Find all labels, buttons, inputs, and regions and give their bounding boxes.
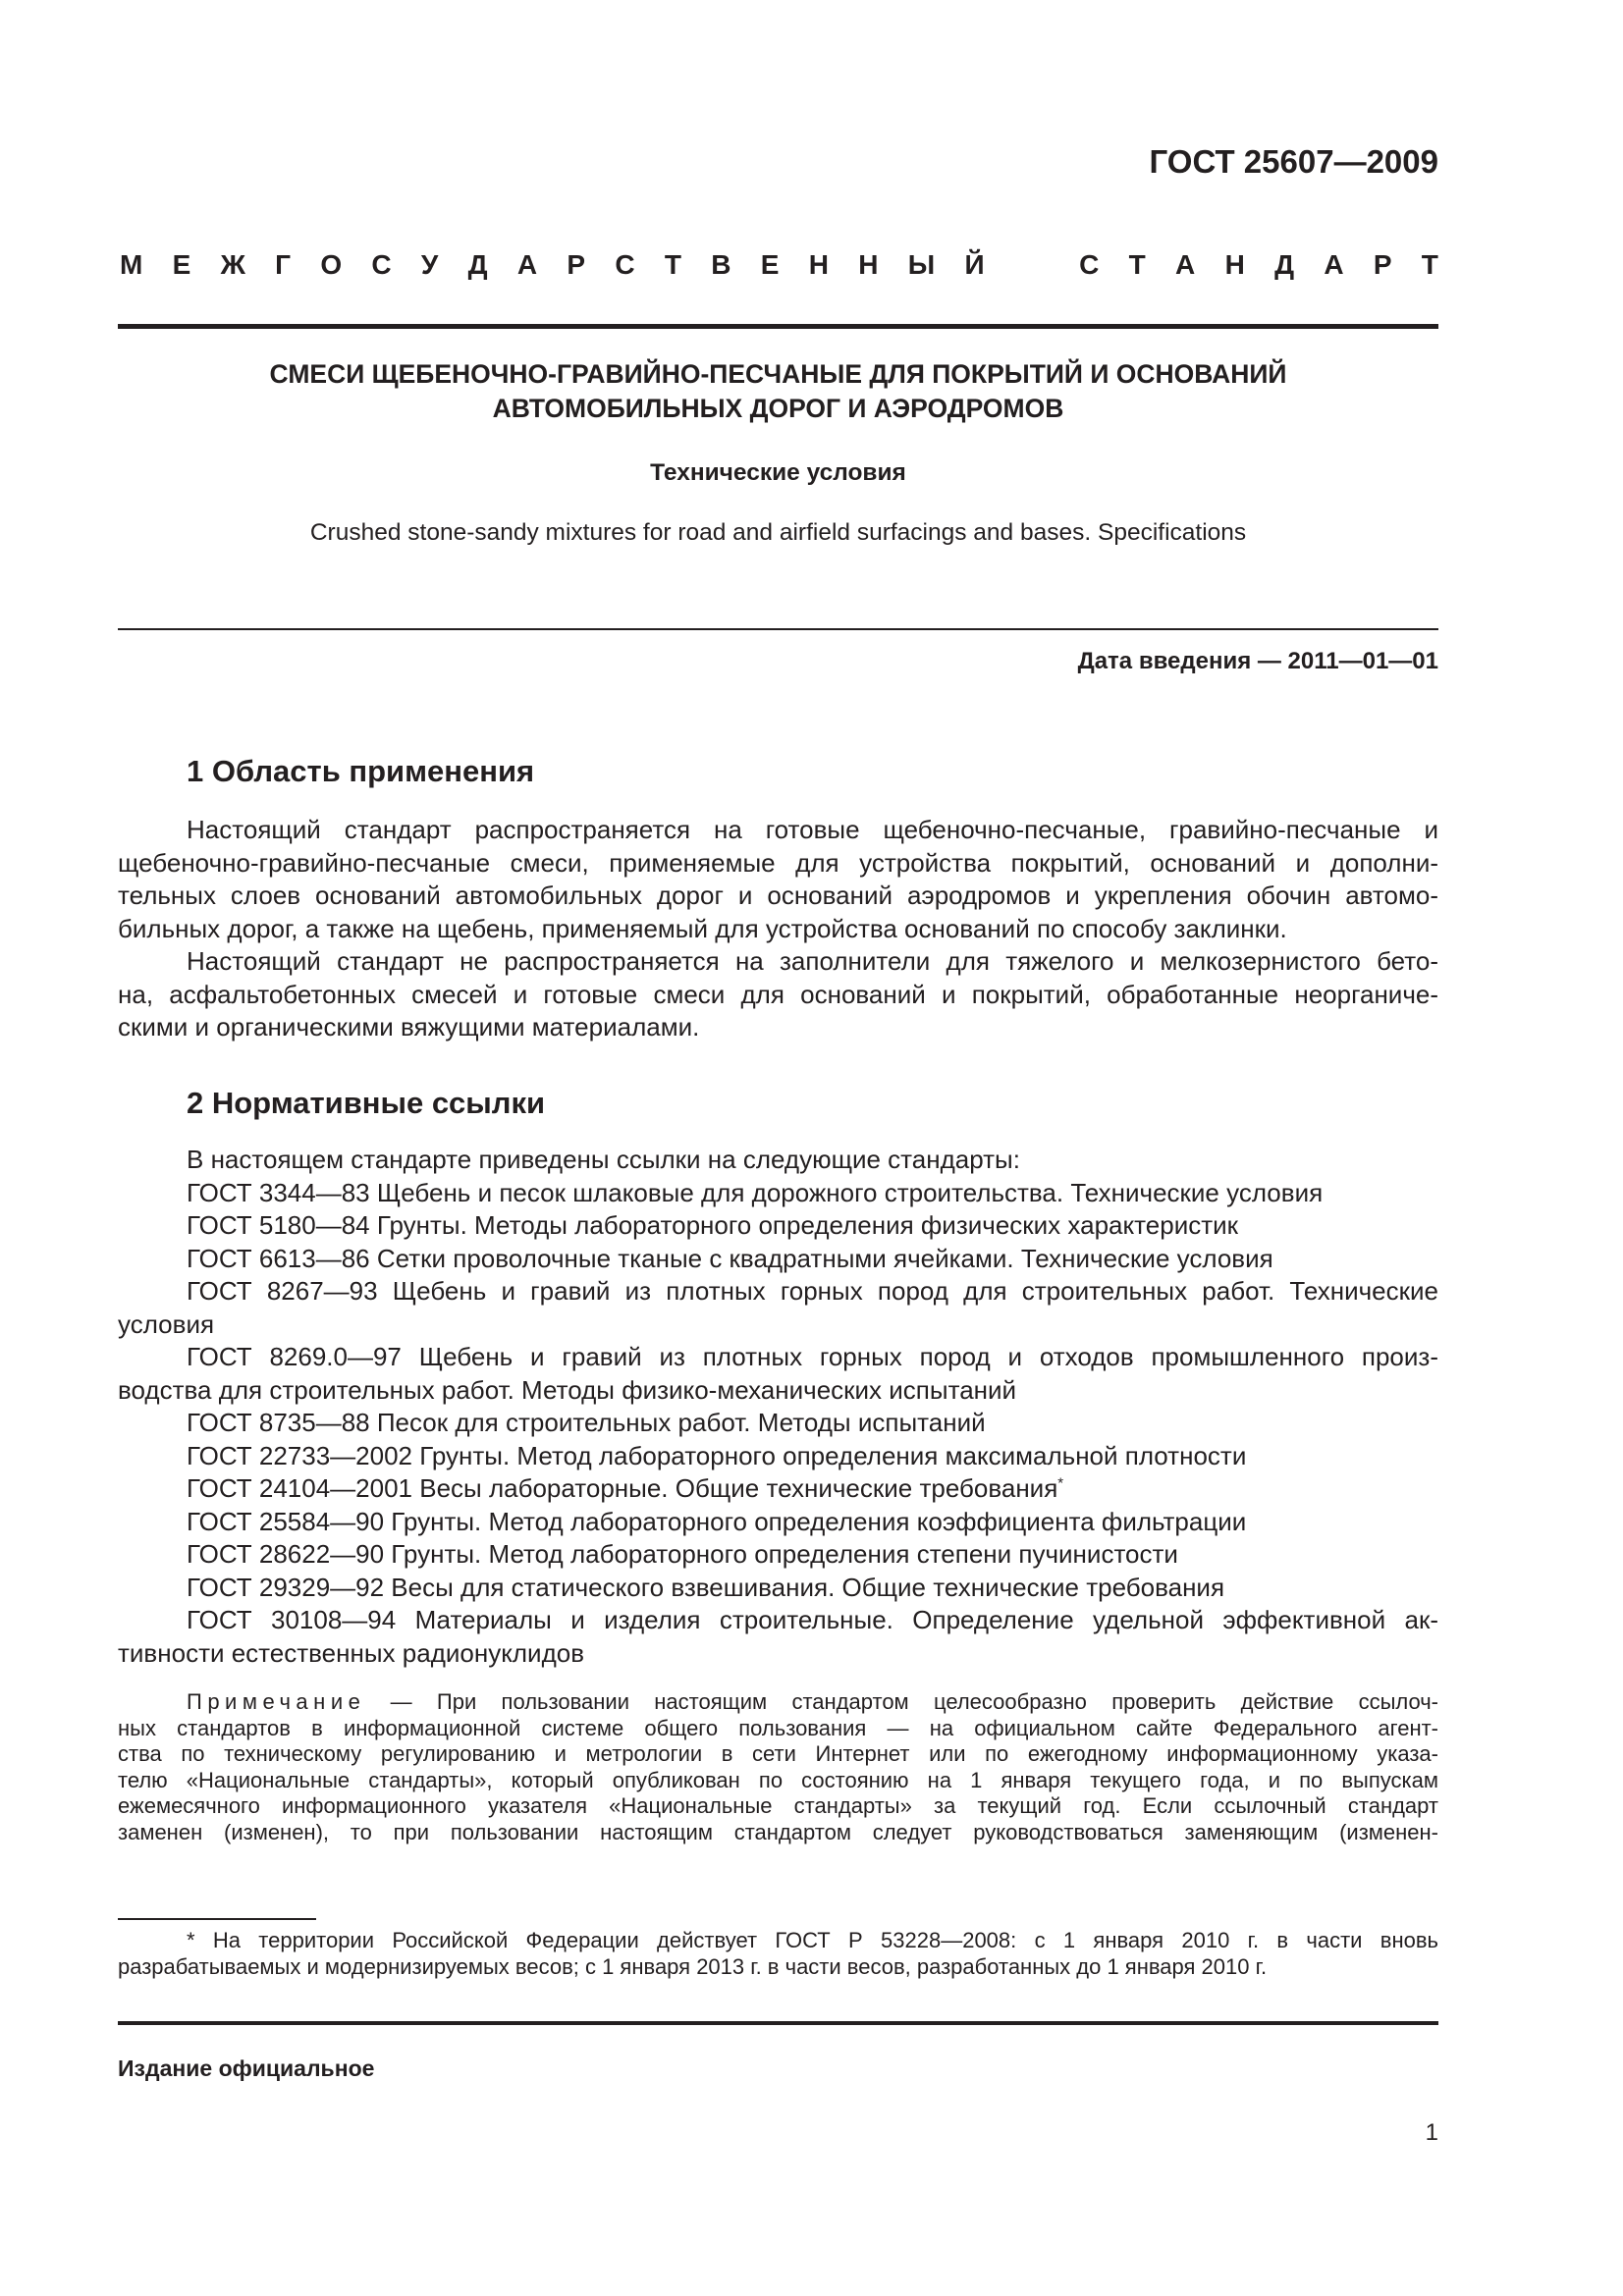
footnote-marker: * (1057, 1474, 1064, 1492)
section-1-body (118, 814, 1438, 1044)
section-1-p1-line: щебеночно-гравийно-песчаные смеси, применяемые для устройства покрытий, оснований и дополни- (118, 847, 1438, 878)
header-letter: Т (1421, 249, 1438, 280)
header-letter: Г (275, 249, 292, 280)
gost-number: ГОСТ 25607—2009 (1149, 143, 1438, 180)
references-intro: В настоящем стандарте приведены ссылки на следующие стандарты: (187, 1145, 1020, 1174)
reference-text: ГОСТ 5180—84 Грунты. Методы лабораторного определения физических характеристик (187, 1210, 1239, 1240)
note-line: ежемесячного информационного указателя «Национальные стандарты» за текущий год. Если ссылочный стандарт (118, 1793, 1438, 1818)
note-line: телю «Национальные стандарты», который опубликован по состоянию на 1 января текущего года, и по выпускам (118, 1767, 1438, 1792)
reference-item-line (118, 1637, 1438, 1671)
header-letter: Е (172, 249, 191, 280)
reference-text: ГОСТ 28622—90 Грунты. Метод лабораторного определения степени пучинистости (187, 1539, 1178, 1569)
section-1-heading: 1 Область применения (187, 754, 535, 788)
reference-text: водства для строительных работ. Методы физико-механических испытаний (118, 1374, 1017, 1405)
footnote-line: * На территории Российской Федерации действует ГОСТ Р 53228—2008: с 1 января 2010 г. в части вновь (187, 1928, 1438, 1952)
references-list (118, 1144, 1438, 1670)
title-bottom-rule (118, 628, 1438, 630)
footnote (118, 1927, 1438, 1980)
note-line: ных стандартов в информационной системе общего пользования — на официальном сайте Федерального агент- (118, 1715, 1438, 1740)
header-letter: А (1324, 249, 1344, 280)
reference-text: ГОСТ 30108—94 Материалы и изделия строительные. Определение удельной эффективной ак- (187, 1605, 1438, 1634)
edition-label: Издание официальное (118, 2056, 375, 2081)
intro-date: Дата введения — 2011—01—01 (1077, 648, 1438, 674)
note (118, 1689, 1438, 1845)
reference-text: ГОСТ 6613—86 Сетки проволочные тканые с квадратными ячейками. Технические условия (187, 1243, 1273, 1273)
header-letter: С (1079, 249, 1100, 280)
section-1-p1-line: тельных слоев оснований автомобильных дорог и оснований аэродромов и укрепления обочин автомо- (118, 881, 1438, 910)
reference-text: ГОСТ 8267—93 Щебень и гравий из плотных горных пород для строительных работ. Технические (187, 1276, 1438, 1306)
header-letter: Е (760, 249, 780, 280)
footer-rule (118, 2021, 1438, 2025)
section-2-heading: 2 Нормативные ссылки (187, 1086, 546, 1120)
reference-item-line (118, 1538, 1438, 1572)
document-subtitle: Технические условия (650, 459, 906, 486)
section-1-p1-line: бильных дорог, а также на щебень, применяемый для устройства оснований по способу заклинки. (118, 913, 1287, 943)
reference-item-line (118, 1572, 1438, 1605)
header-letter: Т (1128, 249, 1146, 280)
header-letter: Ж (220, 249, 245, 280)
reference-text: ГОСТ 8735—88 Песок для строительных работ. Методы испытаний (187, 1408, 986, 1437)
note-text: — При пользовании настоящим стандартом целесообразно проверить действие ссылоч- (365, 1689, 1438, 1714)
reference-text: тивности естественных радионуклидов (118, 1637, 585, 1668)
header-letter: У (420, 249, 439, 280)
reference-item-line (118, 1177, 1438, 1210)
header-letter: Н (858, 249, 879, 280)
reference-item-line (118, 1407, 1438, 1440)
reference-text: ГОСТ 3344—83 Щебень и песок шлаковые для дорожного строительства. Технические условия (187, 1177, 1324, 1207)
note-label: Примечание (187, 1689, 366, 1714)
english-title: Crushed stone-sandy mixtures for road and airfield surfacings and bases. Specifications (309, 519, 1247, 546)
reference-text: ГОСТ 25584—90 Грунты. Метод лабораторного определения коэффициента фильтрации (187, 1506, 1247, 1536)
reference-text: ГОСТ 22733—2002 Грунты. Метод лабораторного определения максимальной плотности (187, 1440, 1247, 1470)
reference-text: условия (118, 1308, 215, 1339)
section-1-p2-line: Настоящий стандарт не распространяется на заполнители для тяжелого и мелкозернистого бето- (187, 946, 1438, 976)
header-letter: М (120, 249, 143, 280)
note-line: заменен (изменен), то при пользовании настоящим стандартом следует руководствоваться заменяющим (изменен- (118, 1819, 1438, 1844)
reference-item-line (118, 1209, 1438, 1243)
note-line (118, 1689, 1438, 1716)
reference-item-line (118, 1374, 1438, 1408)
header-letter: В (711, 249, 731, 280)
header-letter: О (320, 249, 343, 280)
header-letter: С (615, 249, 635, 280)
header-letter: А (516, 249, 538, 280)
title-line-1: СМЕСИ ЩЕБЕНОЧНО-ГРАВИЙНО-ПЕСЧАНЫЕ ДЛЯ ПОКРЫТИЙ И ОСНОВАНИЙ (269, 359, 1287, 389)
reference-item-line (118, 1341, 1438, 1374)
header-letter: С (371, 249, 392, 280)
reference-item-line (118, 1440, 1438, 1473)
title-top-rule (118, 324, 1438, 329)
header-letter: Ы (907, 249, 936, 280)
header-letter: Д (1274, 249, 1295, 280)
footnote-line: разрабатываемых и модернизируемых весов; с 1 января 2013 г. в части весов, разработанных до 1 января 2010 г. (118, 1954, 1268, 1979)
header-letter: Р (567, 249, 586, 280)
letter-gap (1014, 247, 1050, 283)
document-title (118, 357, 1438, 426)
reference-text: ГОСТ 8269.0—97 Щебень и гравий из плотных горных пород и отходов промышленного произ- (187, 1342, 1438, 1371)
reference-item-line (118, 1506, 1438, 1539)
page-number: 1 (1425, 2119, 1438, 2146)
header-letter: Д (467, 249, 488, 280)
reference-item-line (118, 1243, 1438, 1276)
footnote-rule (118, 1918, 316, 1920)
reference-item-line (118, 1308, 1438, 1342)
header-letter: Н (1224, 249, 1245, 280)
section-1-p1-line: Настоящий стандарт распространяется на готовые щебеночно-песчаные, гравийно-песчаные и (187, 815, 1438, 844)
title-line-2: АВТОМОБИЛЬНЫХ ДОРОГ И АЭРОДРОМОВ (492, 394, 1064, 423)
header-letter: Р (1373, 249, 1392, 280)
section-1-p2-line: скими и органическими вяжущими материалами. (118, 1012, 700, 1041)
reference-text: ГОСТ 24104—2001 Весы лабораторные. Общие технические требования (187, 1473, 1058, 1503)
reference-text: ГОСТ 29329—92 Весы для статического взвешивания. Общие технические требования (187, 1572, 1225, 1602)
header-letter: А (1175, 249, 1196, 280)
header-letter: Й (964, 249, 985, 280)
section-1-p2-line: на, асфальтобетонных смесей и готовые смеси для оснований и покрытий, обработанные неорганиче- (118, 979, 1438, 1009)
header-letter: Т (664, 249, 681, 280)
note-line: ства по техническому регулированию и метрологии в сети Интернет или по ежегодному информационному указа- (118, 1741, 1438, 1766)
reference-item-line (118, 1604, 1438, 1637)
reference-item-line (118, 1472, 1438, 1506)
header-letter: Н (808, 249, 829, 280)
standard-type-label (120, 247, 1438, 283)
reference-item-line (118, 1275, 1438, 1308)
